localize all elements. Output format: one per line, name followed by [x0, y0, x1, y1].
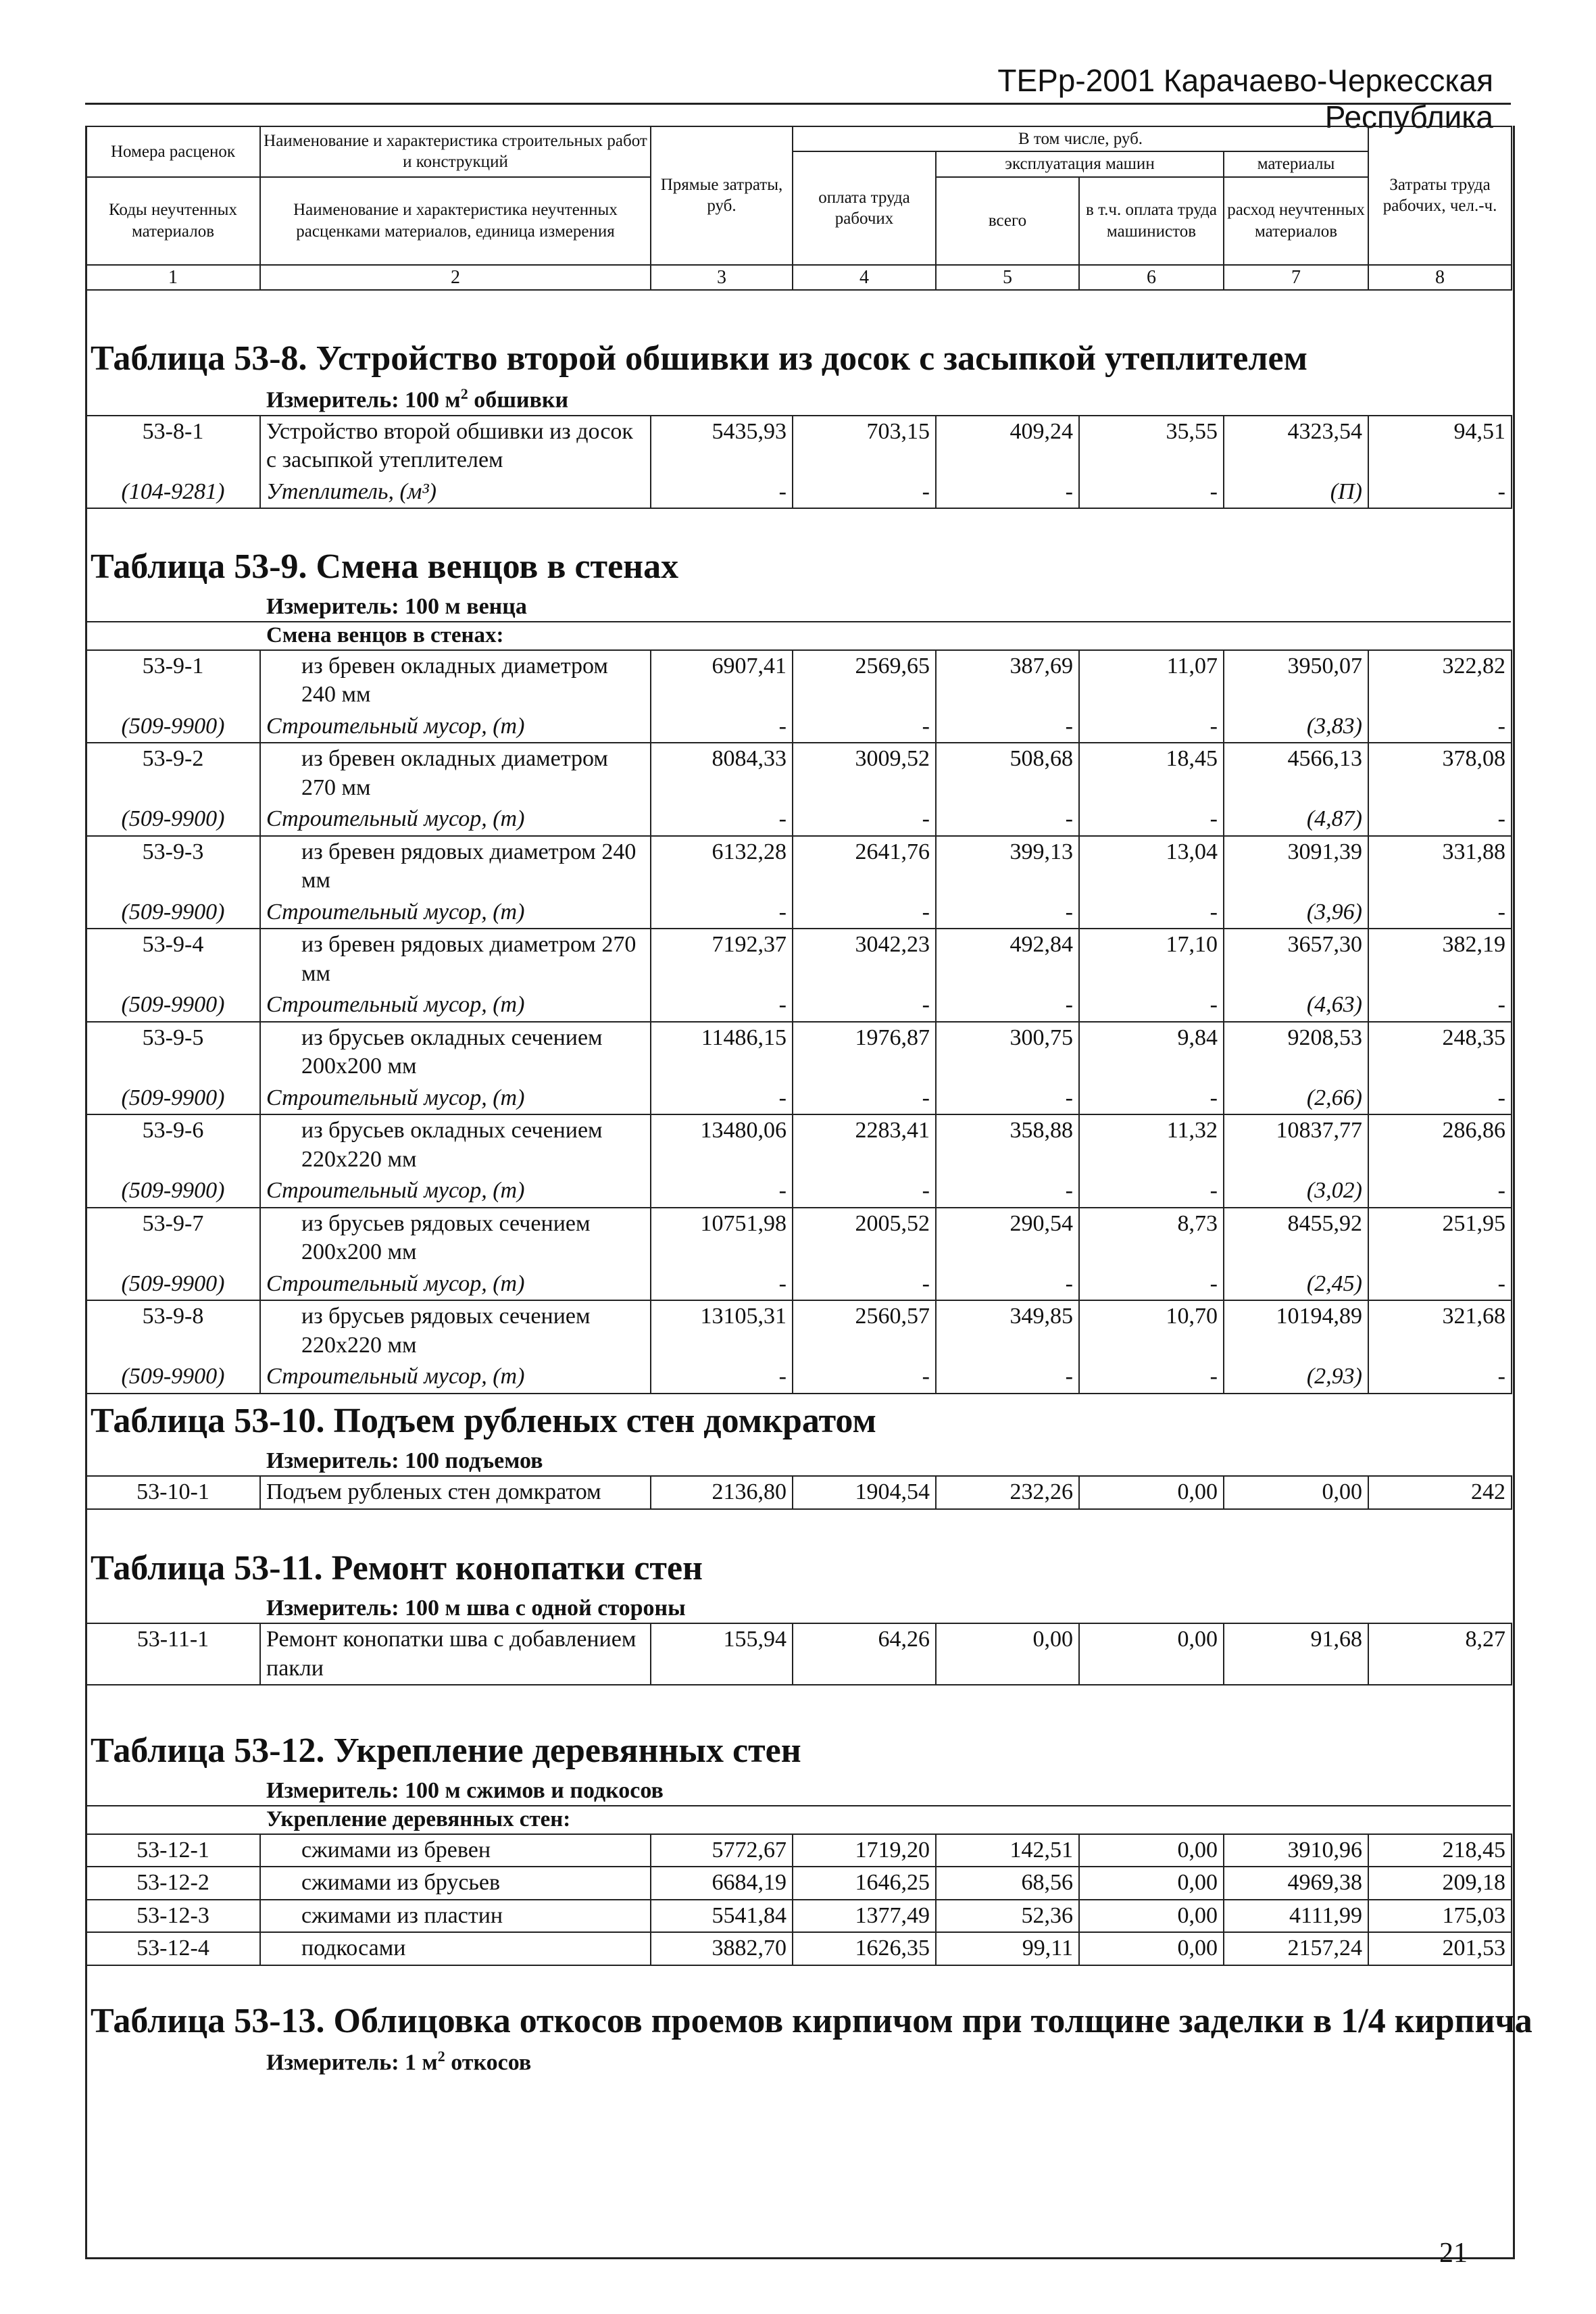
material-name: Строительный мусор, (т) [260, 1175, 651, 1208]
rate-name: сжимами из бревен [260, 1834, 651, 1867]
machine-total: 142,51 [936, 1834, 1079, 1867]
labor-pay: 3009,52 [793, 743, 936, 804]
rate-code: 53-8-1 [86, 416, 260, 476]
table-row [86, 650, 1512, 711]
labor-pay: 3042,23 [793, 929, 936, 989]
labor-pay: 1904,54 [793, 1476, 936, 1509]
materials-cost: 9208,53 [1224, 1022, 1368, 1083]
table-row [86, 836, 1512, 897]
col6-head: в т.ч. оплата труда машинистов [1079, 177, 1224, 265]
material-code: (509-9900) [86, 989, 260, 1022]
rates-table [85, 649, 1512, 1394]
material-labor-hours: - [1368, 897, 1512, 929]
material-code: (509-9900) [86, 897, 260, 929]
materials-cost: 10837,77 [1224, 1114, 1368, 1175]
material-materials-cost: (3,96) [1224, 897, 1368, 929]
table-row [86, 1476, 1512, 1509]
col8-head: Затраты труда рабочих, чел.-ч. [1368, 126, 1512, 265]
labor-pay: 2005,52 [793, 1208, 936, 1269]
machine-total: 52,36 [936, 1900, 1079, 1933]
table-row [86, 1834, 1512, 1867]
labor-hours: 378,08 [1368, 743, 1512, 804]
header-rule [85, 103, 1511, 105]
col-num: 8 [1368, 265, 1512, 290]
material-direct-cost: - [651, 1269, 793, 1301]
labor-hours: 248,35 [1368, 1022, 1512, 1083]
col2-head-a: Наименование и характеристика строительных работ и конструкций [260, 126, 651, 177]
labor-pay: 1626,35 [793, 1932, 936, 1965]
material-name: Строительный мусор, (т) [260, 1361, 651, 1394]
materials-cost: 10194,89 [1224, 1300, 1368, 1361]
rate-code: 53-9-8 [86, 1300, 260, 1361]
col-num: 3 [651, 265, 793, 290]
direct-cost: 13480,06 [651, 1114, 793, 1175]
material-row [86, 1361, 1512, 1394]
col2-head-b: Наименование и характеристика неучтенных расценками материалов, единица измерения [260, 177, 651, 265]
direct-cost: 8084,33 [651, 743, 793, 804]
material-machine-total: - [936, 1361, 1079, 1394]
labor-pay: 64,26 [793, 1623, 936, 1685]
machine-total: 387,69 [936, 650, 1079, 711]
materials-cost: 4323,54 [1224, 416, 1368, 476]
table-title: Таблица 53-12. Укрепление деревянных стен [91, 1731, 801, 1770]
machine-total: 0,00 [936, 1623, 1079, 1685]
labor-hours: 175,03 [1368, 1900, 1512, 1933]
material-direct-cost: - [651, 1083, 793, 1115]
material-labor-pay: - [793, 711, 936, 743]
materials-cost: 91,68 [1224, 1623, 1368, 1685]
rate-code: 53-9-2 [86, 743, 260, 804]
machinist-pay: 35,55 [1079, 416, 1224, 476]
rate-code: 53-9-4 [86, 929, 260, 989]
material-name: Строительный мусор, (т) [260, 804, 651, 836]
material-materials-cost: (П) [1224, 476, 1368, 509]
table-title: Таблица 53-10. Подъем рубленых стен домкратом [91, 1402, 876, 1440]
material-machine-total: - [936, 1083, 1079, 1115]
material-labor-hours: - [1368, 1083, 1512, 1115]
rate-name: из бревен рядовых диаметром 270 мм [260, 929, 651, 989]
material-code: (509-9900) [86, 1361, 260, 1394]
materials-cost: 3910,96 [1224, 1834, 1368, 1867]
material-direct-cost: - [651, 1361, 793, 1394]
material-machinist-pay: - [1079, 1361, 1224, 1394]
machine-total: 508,68 [936, 743, 1079, 804]
table-row [86, 1867, 1512, 1900]
direct-cost: 11486,15 [651, 1022, 793, 1083]
material-labor-pay: - [793, 1175, 936, 1208]
table-53-13 [85, 2000, 1532, 2077]
machinist-pay: 10,70 [1079, 1300, 1224, 1361]
col-num: 4 [793, 265, 936, 290]
machinist-pay: 0,00 [1079, 1932, 1224, 1965]
table-row [86, 1114, 1512, 1175]
direct-cost: 7192,37 [651, 929, 793, 989]
materials-cost: 4566,13 [1224, 743, 1368, 804]
material-labor-pay: - [793, 1083, 936, 1115]
machinist-pay: 0,00 [1079, 1834, 1224, 1867]
table-53-8 [85, 338, 1511, 509]
material-labor-pay: - [793, 1361, 936, 1394]
col-num: 7 [1224, 265, 1368, 290]
material-machinist-pay: - [1079, 804, 1224, 836]
material-materials-cost: (3,83) [1224, 711, 1368, 743]
labor-pay: 1976,87 [793, 1022, 936, 1083]
labor-hours: 286,86 [1368, 1114, 1512, 1175]
table-row [86, 1300, 1512, 1361]
machinist-pay: 11,32 [1079, 1114, 1224, 1175]
machinist-pay: 8,73 [1079, 1208, 1224, 1269]
table-row [86, 416, 1512, 476]
labor-hours: 94,51 [1368, 416, 1512, 476]
rate-name: из бревен окладных диаметром 240 мм [260, 650, 651, 711]
rate-code: 53-9-7 [86, 1208, 260, 1269]
machine-total: 68,56 [936, 1867, 1079, 1900]
labor-hours: 321,68 [1368, 1300, 1512, 1361]
material-name: Утеплитель, (м³) [260, 476, 651, 509]
materials-cost: 3950,07 [1224, 650, 1368, 711]
material-materials-cost: (2,93) [1224, 1361, 1368, 1394]
material-direct-cost: - [651, 476, 793, 509]
material-row [86, 711, 1512, 743]
labor-pay: 1719,20 [793, 1834, 936, 1867]
rate-name: Подъем рубленых стен домкратом [260, 1476, 651, 1509]
direct-cost: 5772,67 [651, 1834, 793, 1867]
table-title: Таблица 53-9. Смена венцов в стенах [91, 547, 679, 586]
rates-table [85, 1833, 1512, 1966]
machine-total: 409,24 [936, 416, 1079, 476]
col3-head: Прямые затраты, руб. [651, 126, 793, 265]
material-labor-pay: - [793, 804, 936, 836]
material-materials-cost: (4,87) [1224, 804, 1368, 836]
rate-name: из бревен окладных диаметром 270 мм [260, 743, 651, 804]
rate-name: из брусьев окладных сечением 200x200 мм [260, 1022, 651, 1083]
direct-cost: 6907,41 [651, 650, 793, 711]
material-labor-hours: - [1368, 476, 1512, 509]
page-header-title: ТЕРр-2001 Карачаево-Черкесская Республика [997, 63, 1493, 134]
material-direct-cost: - [651, 897, 793, 929]
table-subheading: Смена венцов в стенах: [85, 621, 1511, 649]
table-row [86, 1208, 1512, 1269]
labor-pay: 2641,76 [793, 836, 936, 897]
rate-name: из брусьев рядовых сечением 220x220 мм [260, 1300, 651, 1361]
direct-cost: 2136,80 [651, 1476, 793, 1509]
machinist-pay: 17,10 [1079, 929, 1224, 989]
labor-pay: 703,15 [793, 416, 936, 476]
materials-cost: 3657,30 [1224, 929, 1368, 989]
material-name: Строительный мусор, (т) [260, 897, 651, 929]
material-materials-cost: (2,66) [1224, 1083, 1368, 1115]
measure-unit: Измеритель: 100 подъемов [266, 1448, 543, 1474]
material-direct-cost: - [651, 1175, 793, 1208]
table-row [86, 1022, 1512, 1083]
material-name: Строительный мусор, (т) [260, 989, 651, 1022]
table-row [86, 743, 1512, 804]
labor-hours: 251,95 [1368, 1208, 1512, 1269]
material-labor-hours: - [1368, 711, 1512, 743]
material-materials-cost: (4,63) [1224, 989, 1368, 1022]
labor-pay: 2560,57 [793, 1300, 936, 1361]
material-machine-total: - [936, 897, 1079, 929]
table-row [86, 1623, 1512, 1685]
material-materials-cost: (3,02) [1224, 1175, 1368, 1208]
col-num: 2 [260, 265, 651, 290]
material-labor-pay: - [793, 989, 936, 1022]
labor-pay: 2283,41 [793, 1114, 936, 1175]
material-row [86, 1175, 1512, 1208]
machinist-pay: 18,45 [1079, 743, 1224, 804]
material-machinist-pay: - [1079, 476, 1224, 509]
direct-cost: 155,94 [651, 1623, 793, 1685]
labor-hours: 8,27 [1368, 1623, 1512, 1685]
material-name: Строительный мусор, (т) [260, 711, 651, 743]
machine-total: 349,85 [936, 1300, 1079, 1361]
machine-total: 99,11 [936, 1932, 1079, 1965]
table-title: Таблица 53-13. Облицовка откосов проемов кирпичом при толщине заделки в 1/4 кирпича [91, 2002, 1532, 2040]
rates-table [85, 415, 1512, 510]
material-machine-total: - [936, 1269, 1079, 1301]
labor-hours: 201,53 [1368, 1932, 1512, 1965]
rate-name: сжимами из брусьев [260, 1867, 651, 1900]
labor-hours: 209,18 [1368, 1867, 1512, 1900]
machinist-pay: 0,00 [1079, 1900, 1224, 1933]
materials-cost: 4969,38 [1224, 1867, 1368, 1900]
rate-name: Устройство второй обшивки из досок с засыпкой утеплителем [260, 416, 651, 476]
rate-name: из бревен рядовых диаметром 240 мм [260, 836, 651, 897]
material-machinist-pay: - [1079, 1269, 1224, 1301]
measure-unit: Измеритель: 100 м шва с одной стороны [266, 1596, 686, 1621]
material-labor-pay: - [793, 897, 936, 929]
materials-cost: 2157,24 [1224, 1932, 1368, 1965]
table-row [86, 1932, 1512, 1965]
machine-total: 232,26 [936, 1476, 1079, 1509]
material-labor-hours: - [1368, 989, 1512, 1022]
rate-code: 53-9-1 [86, 650, 260, 711]
material-name: Строительный мусор, (т) [260, 1269, 651, 1301]
material-code: (104-9281) [86, 476, 260, 509]
machine-total: 492,84 [936, 929, 1079, 989]
direct-cost: 5541,84 [651, 1900, 793, 1933]
machine-total: 300,75 [936, 1022, 1079, 1083]
rates-table [85, 1623, 1512, 1685]
measure-unit: Измеритель: 100 м сжимов и подкосов [266, 1778, 664, 1804]
table-subheading: Укрепление деревянных стен: [85, 1805, 1511, 1833]
table-title: Таблица 53-8. Устройство второй обшивки из досок с засыпкой утеплителем [91, 339, 1308, 378]
material-labor-hours: - [1368, 1269, 1512, 1301]
material-row [86, 897, 1512, 929]
material-row [86, 1269, 1512, 1301]
table-row [86, 1900, 1512, 1933]
machinist-pay: 13,04 [1079, 836, 1224, 897]
material-labor-hours: - [1368, 804, 1512, 836]
material-direct-cost: - [651, 804, 793, 836]
direct-cost: 6684,19 [651, 1867, 793, 1900]
col-num: 5 [936, 265, 1079, 290]
rate-code: 53-9-5 [86, 1022, 260, 1083]
material-machine-total: - [936, 476, 1079, 509]
col-num: 1 [86, 265, 260, 290]
material-code: (509-9900) [86, 804, 260, 836]
material-machinist-pay: - [1079, 897, 1224, 929]
labor-hours: 218,45 [1368, 1834, 1512, 1867]
material-machinist-pay: - [1079, 1083, 1224, 1115]
material-materials-cost: (2,45) [1224, 1269, 1368, 1301]
table-53-12 [85, 1730, 1511, 1966]
material-code: (509-9900) [86, 1175, 260, 1208]
material-direct-cost: - [651, 711, 793, 743]
measure-unit: Измеритель: 1 $м^2$ откосов [266, 2048, 532, 2075]
table-title: Таблица 53-11. Ремонт конопатки стен [91, 1549, 703, 1587]
col1-head-b: Коды неучтенных материалов [86, 177, 260, 265]
machine-total: 399,13 [936, 836, 1079, 897]
direct-cost: 6132,28 [651, 836, 793, 897]
material-machine-total: - [936, 989, 1079, 1022]
col1-head-a: Номера расценок [86, 126, 260, 177]
material-name: Строительный мусор, (т) [260, 1083, 651, 1115]
material-code: (509-9900) [86, 1083, 260, 1115]
rate-code: 53-10-1 [86, 1476, 260, 1509]
material-labor-hours: - [1368, 1175, 1512, 1208]
rate-code: 53-12-4 [86, 1932, 260, 1965]
materials-cost: 3091,39 [1224, 836, 1368, 897]
table-53-10 [85, 1400, 1511, 1510]
material-machinist-pay: - [1079, 989, 1224, 1022]
rate-code: 53-12-2 [86, 1867, 260, 1900]
material-labor-hours: - [1368, 1361, 1512, 1394]
rate-name: Ремонт конопатки шва с добавлением пакли [260, 1623, 651, 1685]
machine-total: 358,88 [936, 1114, 1079, 1175]
rate-code: 53-12-3 [86, 1900, 260, 1933]
rate-code: 53-9-3 [86, 836, 260, 897]
measure-unit: Измеритель: 100 $м^2$ обшивки [266, 385, 569, 413]
rate-code: 53-9-6 [86, 1114, 260, 1175]
material-code: (509-9900) [86, 1269, 260, 1301]
machinist-pay: 0,00 [1079, 1476, 1224, 1509]
table-53-11 [85, 1548, 1511, 1685]
col-num: 6 [1079, 265, 1224, 290]
measure-unit: Измеритель: 100 м венца [266, 594, 527, 620]
rate-name: из брусьев окладных сечением 220x220 мм [260, 1114, 651, 1175]
rate-name: из брусьев рядовых сечением 200x200 мм [260, 1208, 651, 1269]
materials-cost: 4111,99 [1224, 1900, 1368, 1933]
material-machine-total: - [936, 711, 1079, 743]
incl-head: В том числе, руб. [793, 126, 1368, 151]
rate-code: 53-11-1 [86, 1623, 260, 1685]
table-row [86, 929, 1512, 989]
material-machinist-pay: - [1079, 711, 1224, 743]
labor-hours: 322,82 [1368, 650, 1512, 711]
rate-name: подкосами [260, 1932, 651, 1965]
material-row [86, 804, 1512, 836]
materials-cost: 0,00 [1224, 1476, 1368, 1509]
rate-code: 53-12-1 [86, 1834, 260, 1867]
material-row [86, 1083, 1512, 1115]
material-machine-total: - [936, 1175, 1079, 1208]
rate-name: сжимами из пластин [260, 1900, 651, 1933]
machine-total: 290,54 [936, 1208, 1079, 1269]
material-labor-pay: - [793, 476, 936, 509]
material-labor-pay: - [793, 1269, 936, 1301]
labor-hours: 331,88 [1368, 836, 1512, 897]
col4-head: оплата труда рабочих [793, 151, 936, 264]
labor-hours: 242 [1368, 1476, 1512, 1509]
page-number: 21 [1439, 2238, 1468, 2269]
machinist-pay: 9,84 [1079, 1022, 1224, 1083]
material-code: (509-9900) [86, 711, 260, 743]
material-row [86, 989, 1512, 1022]
column-header-table [85, 126, 1512, 291]
machinist-pay: 11,07 [1079, 650, 1224, 711]
machinist-pay: 0,00 [1079, 1867, 1224, 1900]
material-machine-total: - [936, 804, 1079, 836]
direct-cost: 13105,31 [651, 1300, 793, 1361]
machines-head: эксплуатация машин [936, 151, 1224, 176]
rates-table [85, 1475, 1512, 1510]
direct-cost: 5435,93 [651, 416, 793, 476]
material-machinist-pay: - [1079, 1175, 1224, 1208]
labor-pay: 2569,65 [793, 650, 936, 711]
col7-head: расход неучтенных материалов [1224, 177, 1368, 265]
material-direct-cost: - [651, 989, 793, 1022]
col5-head: всего [936, 177, 1079, 265]
materials-head: материалы [1224, 151, 1368, 176]
machinist-pay: 0,00 [1079, 1623, 1224, 1685]
labor-pay: 1646,25 [793, 1867, 936, 1900]
table-53-9 [85, 546, 1511, 1394]
labor-pay: 1377,49 [793, 1900, 936, 1933]
direct-cost: 3882,70 [651, 1932, 793, 1965]
direct-cost: 10751,98 [651, 1208, 793, 1269]
materials-cost: 8455,92 [1224, 1208, 1368, 1269]
labor-hours: 382,19 [1368, 929, 1512, 989]
material-row [86, 476, 1512, 509]
